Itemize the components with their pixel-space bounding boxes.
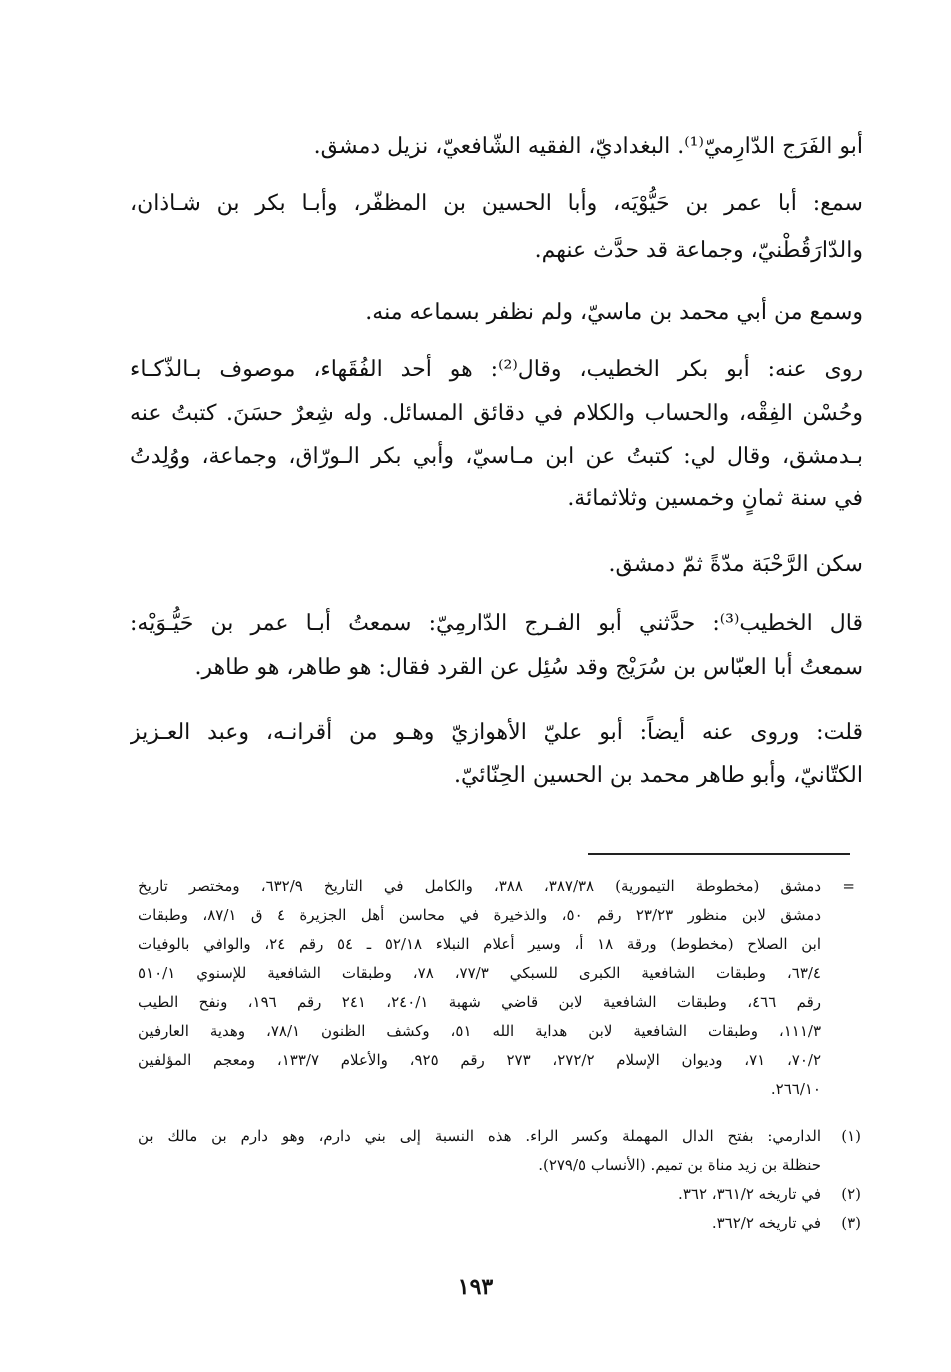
footnote-separator — [588, 853, 850, 855]
main-text-line: وحُسْن الفِقْه، والحساب والكلام في دقائق المسائل. وله شِعرٌ حسَنَ. كتبتُ عنه — [130, 401, 863, 426]
footnote-line: الدارمي: بفتح الدال المهملة وكسر الراء. هذه النسبة إلى بني دارم، وهو دارم بن مالك بن — [138, 1127, 821, 1145]
main-text-line: قال الخطيب⁽³⁾: حدَّثني أبو الفـرج الدّارمِيّ: سمعتُ أبـا عمر بن حَيُّـوَيْه: — [130, 611, 863, 636]
page-number: ١٩٣ — [457, 1274, 494, 1300]
main-text-line: في سنة ثمانٍ وخمسين وثلاثمائة. — [567, 486, 863, 511]
footnote-source-line: ٦٣/٤، وطبقات الشافعية الكبرى للسبكي ٧٧/٣، ٧٨، وطبقات الشافعية للإسنوي ٥١٠/١ — [138, 964, 821, 982]
main-text-line: والدّارَقُطْنيّ، وجماعة قد حدَّث عنهم. — [534, 238, 863, 263]
main-text-line: وسمع من أبي محمد بن ماسيّ، ولم نظفر بسماعه منه. — [365, 300, 863, 325]
main-text-line: قلت: وروى عنه أيضاً: أبو عليّ الأهوازيّ وهـو من أقرانـه، وعبد العـزيز — [130, 720, 863, 745]
main-text-line: الكتّانيّ، وأبو طاهر محمد بن الحسين الحِنّائيّ. — [454, 763, 863, 788]
footnote-marker: (٣) — [841, 1214, 861, 1232]
footnote-source-line: دمشق (مخطوطة التيمورية) ٣٨٧/٣٨، ٣٨٨، والكامل في التاريخ ٦٣٢/٩، ومختصر تاريخ — [138, 877, 821, 895]
footnote-source-line: ابن الصلاح (مخطوط) ورقة ١٨ أ، وسير أعلام النبلاء ٥٢/١٨ ـ ٥٤ رقم ٢٤، والوافي بالوفيات — [138, 935, 821, 953]
footnote-line: في تاريخه ٣٦١/٢، ٣٦٢. — [678, 1185, 821, 1203]
footnote-line: في تاريخه ٣٦٢/٢. — [711, 1214, 821, 1232]
main-text-line: روى عنه: أبو بكر الخطيب، وقال⁽²⁾: هو أحد الفُقَهاء، موصوف بـالذّكـاء — [130, 357, 863, 382]
footnote-source-line: ١١١/٣، وطبقات الشافعية لابن هداية الله ٥١، وكشف الظنون ٧٨/١، وهدية العارفين — [138, 1022, 821, 1040]
footnote-continuation-marker: = — [842, 877, 855, 895]
main-text-line: سكن الرَّحْبَة مدّةً ثمّ دمشق. — [608, 552, 863, 577]
footnote-source-line: رقم ٤٦٦، وطبقات الشافعية لابن قاضي شهبة ٢٤٠/١، ٢٤١ رقم ١٩٦، ونفح الطيب — [138, 993, 821, 1011]
main-text-line: سمع: أبا عمر بن حَيُّوْيَه، وأبا الحسين بن المظفّر، وأبـا بكر بن شـاذان، — [130, 191, 863, 216]
main-text-line: بـدمشق، وقال لي: كتبتُ عن ابن مـاسيّ، وأبي بكر الـورّاق، وجماعة، ووُلِدتُ — [130, 444, 863, 469]
footnote-source-line: ٢٦٦/١٠. — [770, 1080, 821, 1098]
footnote-marker: (٢) — [841, 1185, 861, 1203]
footnote-source-line: ٧٠/٢، ٧١، وديوان الإسلام ٢٧٢/٢، ٢٧٣ رقم ٩٢٥، والأعلام ١٣٣/٧، ومعجم المؤلفين — [138, 1051, 821, 1069]
main-text-line: سمعتُ أبا العبّاس بن سُرَيْج وقد سُئِل عن القرد فقال: هو طاهر، هو طاهر. — [194, 655, 863, 680]
footnote-source-line: دمشق لابن منظور ٢٣/٢٣ رقم ٥٠، والذخيرة في محاسن أهل الجزيرة ٤ ق ٨٧/١، وطبقات — [138, 906, 821, 924]
footnote-marker: (١) — [841, 1127, 861, 1145]
main-text-line: أبو الفَرَج الدّارِميّ⁽¹⁾. البغداديّ، الفقيه الشّافعيّ، نزيل دمشق. — [313, 134, 863, 159]
footnote-line: حنظلة بن زيد مناة بن تميم. (الأنساب ٢٧٩/٥). — [538, 1156, 821, 1174]
